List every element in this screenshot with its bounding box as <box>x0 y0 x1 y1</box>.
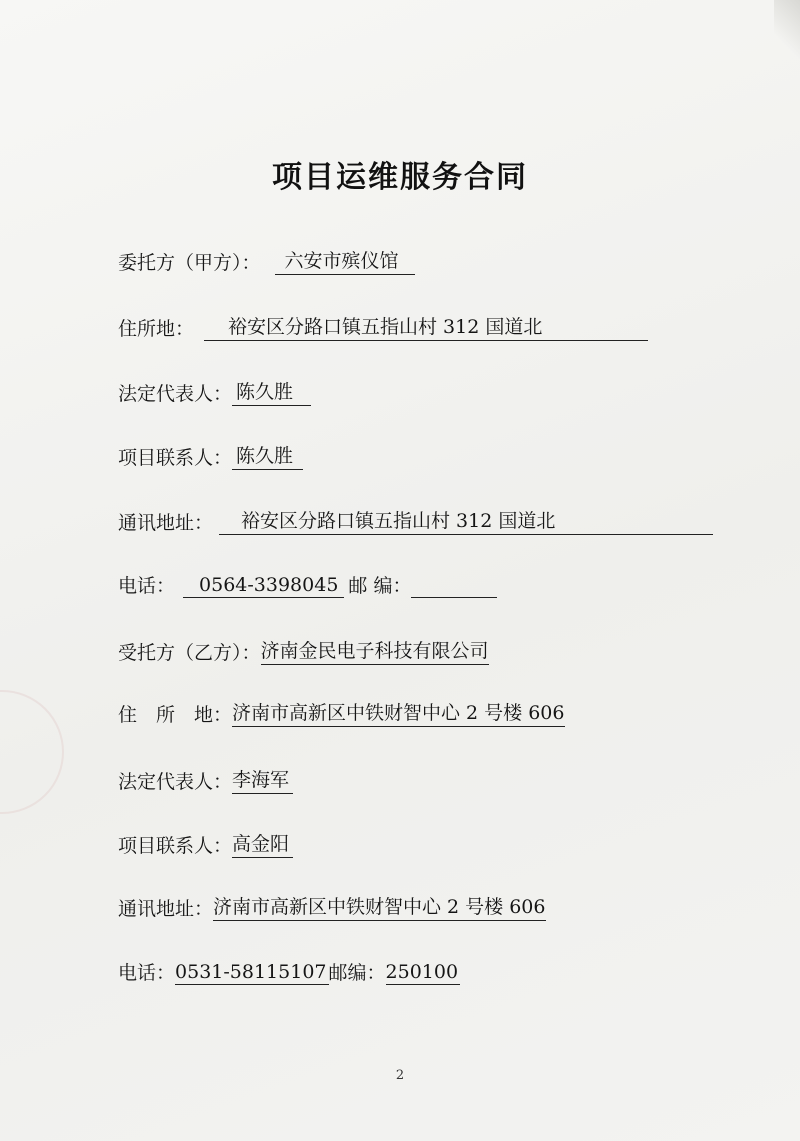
party-b-phone-value: 0531-58115107 <box>175 961 327 983</box>
party-a-address-value: 裕安区分路口镇五指山村 312 国道北 <box>204 312 648 341</box>
party-b-legal-rep-row <box>118 765 293 794</box>
party-b-postcode-label: 邮编： <box>328 962 386 984</box>
party-b-mail-address-label: 通讯地址： <box>118 898 214 920</box>
party-a-contact-label: 项目联系人： <box>118 447 233 469</box>
party-a-address-label: 住所地： <box>118 318 195 340</box>
party-a-legal-rep-row <box>118 377 311 406</box>
page-edge-shadow <box>774 0 800 60</box>
party-a-mail-address-row <box>118 506 713 535</box>
party-a-phone-label: 电话： <box>118 575 176 597</box>
party-a-phone-row <box>118 571 497 598</box>
party-b-address-value: 济南市高新区中铁财智中心 2 号楼 606 <box>232 698 564 727</box>
party-b-mail-address-value: 济南市高新区中铁财智中心 2 号楼 606 <box>213 892 545 921</box>
document-title: 项目运维服务合同 <box>272 160 528 195</box>
party-a-phone-value: 0564-3398045 <box>183 574 344 598</box>
party-b-address-label: 住 所 地： <box>118 704 233 726</box>
party-b-contact-row <box>118 829 293 858</box>
party-a-mail-address-label: 通讯地址： <box>118 512 214 534</box>
party-b-name-label: 受托方（乙方）： <box>118 642 261 664</box>
party-b-name-row <box>118 636 489 665</box>
faint-seal-mark <box>0 690 64 814</box>
party-a-postcode-label: 邮 编： <box>348 575 412 597</box>
party-a-name-row <box>118 246 415 275</box>
party-a-name-label: 委托方（甲方）： <box>118 252 261 274</box>
party-a-legal-rep-value: 陈久胜 <box>232 377 311 406</box>
page-number: 2 <box>395 1068 405 1083</box>
party-b-address-row <box>118 698 565 727</box>
party-a-contact-row <box>118 441 303 470</box>
party-b-contact-value: 高金阳 <box>232 829 293 858</box>
party-a-contact-value: 陈久胜 <box>232 441 303 470</box>
party-a-legal-rep-label: 法定代表人： <box>118 383 233 405</box>
party-a-postcode-blank <box>411 575 497 598</box>
party-b-legal-rep-value: 李海军 <box>232 765 293 794</box>
party-a-address-row <box>118 312 648 341</box>
party-a-name-value: 六安市殡仪馆 <box>275 246 415 275</box>
party-b-phone-row <box>118 958 460 985</box>
party-b-contact-label: 项目联系人： <box>118 835 233 857</box>
party-b-name-value: 济南金民电子科技有限公司 <box>261 636 489 665</box>
party-a-mail-address-value: 裕安区分路口镇五指山村 312 国道北 <box>219 506 713 535</box>
party-b-legal-rep-label: 法定代表人： <box>118 771 233 793</box>
party-b-mail-address-row <box>118 892 546 921</box>
party-b-phone-label: 电话： <box>118 962 176 984</box>
party-b-postcode-value: 250100 <box>385 961 459 983</box>
